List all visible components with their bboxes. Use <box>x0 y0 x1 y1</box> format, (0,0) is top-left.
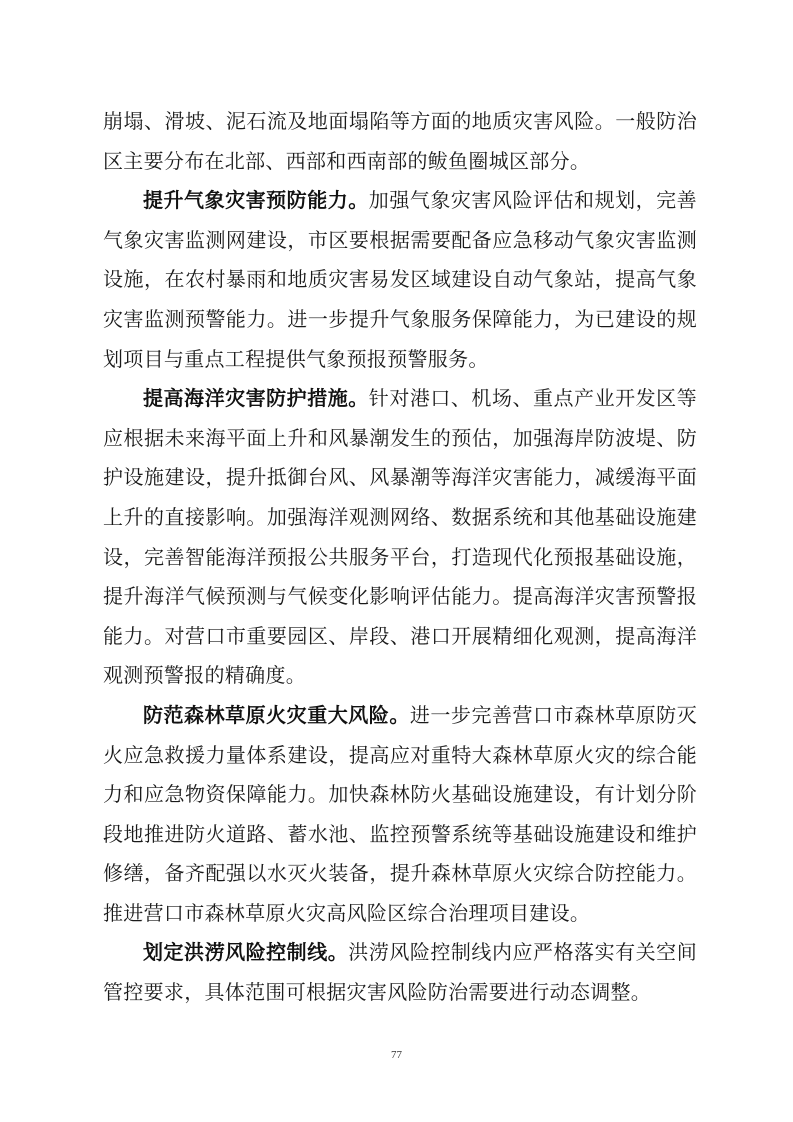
paragraph-heading: 提高海洋灾害防护措施。 <box>143 386 369 411</box>
paragraph-forest-fire <box>103 696 697 934</box>
paragraph-heading: 防范森林草原火灾重大风险。 <box>143 702 410 727</box>
paragraph-heading: 提升气象灾害预防能力。 <box>143 188 369 213</box>
body-text <box>103 102 697 1013</box>
paragraph-text: 进一步完善营口市森林草原防灭火应急救援力量体系建设，提高应对重特大森林草原火灾的综合能力和应急物资保障能力。加快森林防火基础设施建设，有计划分阶段地推进防火道路、蓄水池、监控预警系统等基础设施建设和维护修缮，备齐配强以水灭火装备，提升森林草原火灾综合防控能力。推进营口市森林草原火灾高风险区综合治理项目建设。 <box>103 702 698 925</box>
page-number: 77 <box>391 1049 402 1061</box>
paragraph-text: 针对港口、机场、重点产业开发区等应根据未来海平面上升和风暴潮发生的预估，加强海岸防波堤、防护设施建设，提升抵御台风、风暴潮等海洋灾害能力，减缓海平面上升的直接影响。加强海洋观测网络、数据系统和其他基础设施建设，完善智能海洋预报公共服务平台，打造现代化预报基础设施，提升海洋气候预测与气候变化影响评估能力。提高海洋灾害预警报能力。对营口市重要园区、岸段、港口开展精细化观测，提高海洋观测预警报的精确度。 <box>103 386 697 688</box>
paragraph-marine <box>103 379 697 696</box>
paragraph-text: 洪涝风险控制线内应严格落实有关空间管控要求，具体范围可根据灾害风险防治需要进行动态调整。 <box>103 940 697 1005</box>
paragraph-heading: 划定洪涝风险控制线。 <box>143 940 349 965</box>
paragraph-text: 崩塌、滑坡、泥石流及地面塌陷等方面的地质灾害风险。一般防治区主要分布在北部、西部和西南部的鲅鱼圈城区部分。 <box>103 109 697 173</box>
paragraph-flood-control <box>103 933 697 1012</box>
paragraph-text: 加强气象灾害风险评估和规划，完善气象灾害监测网建设，市区要根据需要配备应急移动气象灾害监测设施，在农村暴雨和地质灾害易发区域建设自动气象站，提高气象灾害监测预警能力。进一步提升气象服务保障能力，为已建设的规划项目与重点工程提供气象预报预警服务。 <box>103 188 697 371</box>
paragraph-geological-risk <box>103 102 697 181</box>
paragraph-meteorological <box>103 181 697 379</box>
